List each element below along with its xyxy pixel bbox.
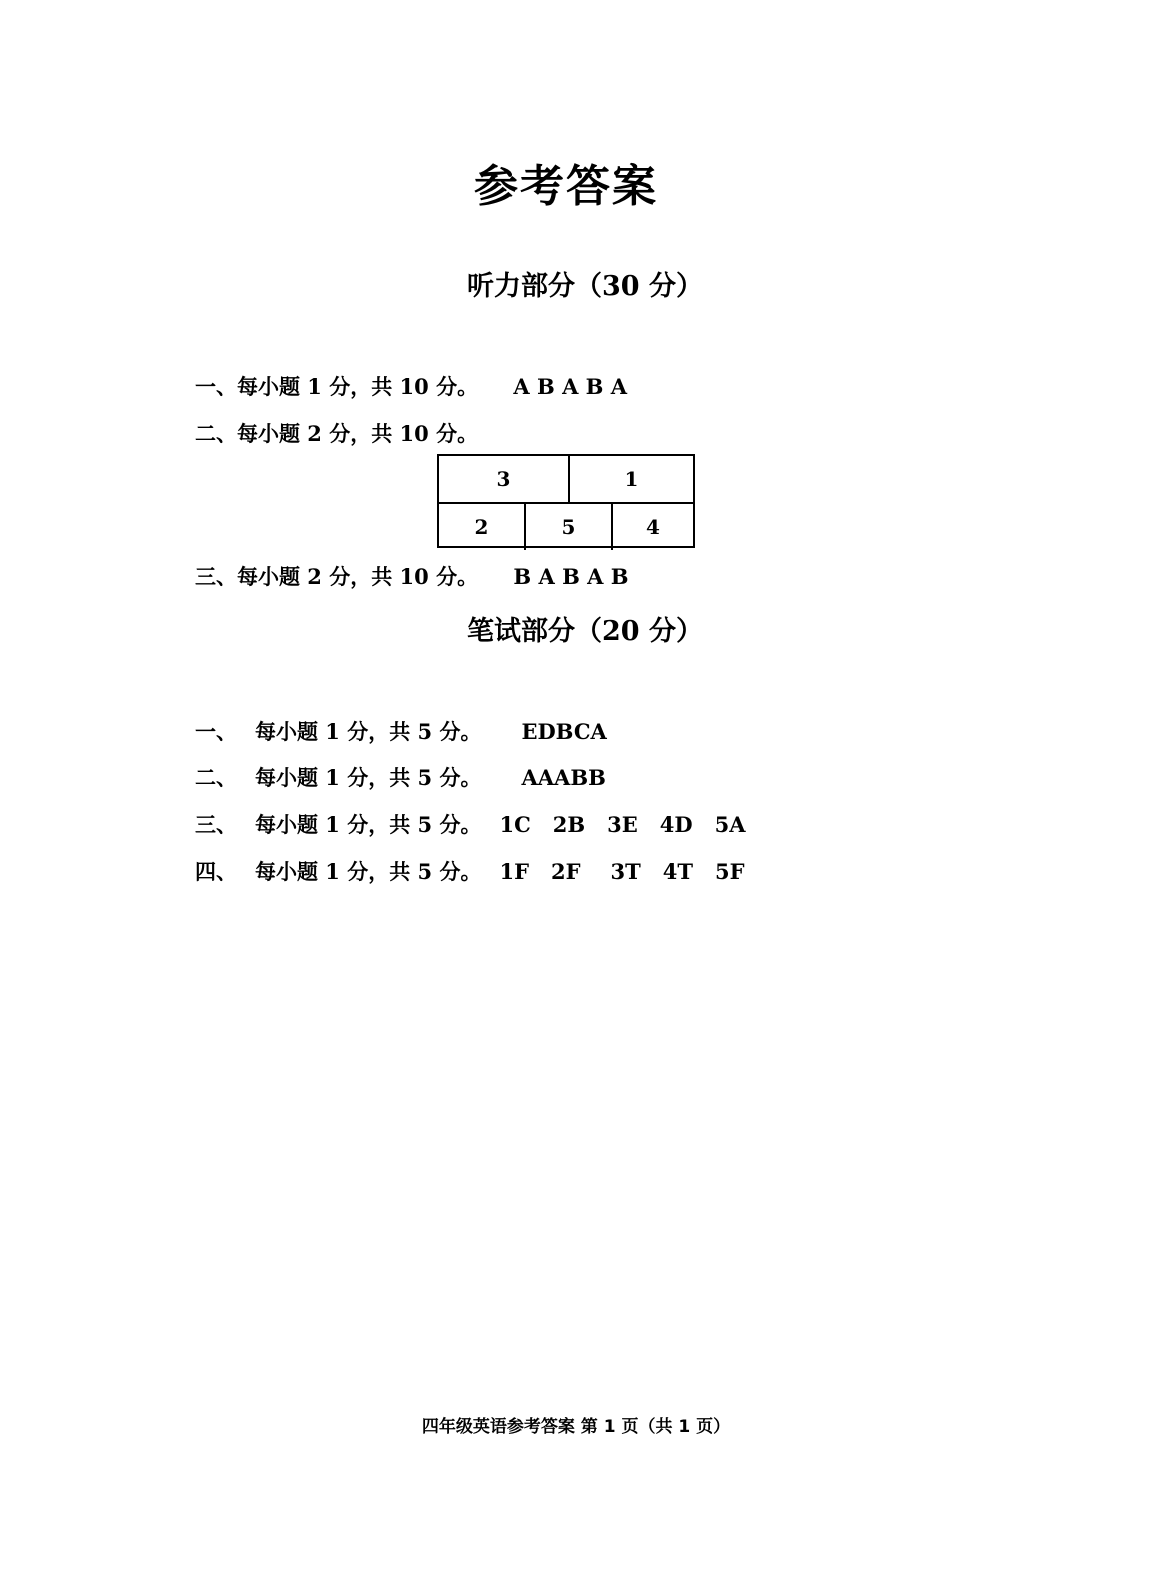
line-answer: 5A [714, 812, 746, 837]
writing-line-3 [195, 809, 746, 839]
table-cell: 3 [496, 467, 511, 491]
line-answer: 2F [551, 859, 581, 884]
answer-table [437, 454, 695, 548]
line-answer: B A B A B [513, 564, 629, 589]
line-label: 一、每小题 1 分，共 10 分。 [195, 374, 479, 399]
line-answer: 1F [499, 859, 529, 884]
line-label: 三、每小题 2 分，共 10 分。 [195, 564, 479, 589]
line-answer: 4D [659, 812, 693, 837]
line-number: 三、 [195, 812, 237, 837]
table-cell: 1 [568, 456, 693, 502]
listening-heading: 听力部分（30 分） [467, 271, 703, 302]
line-number: 一、 [195, 719, 237, 744]
line-label: 每小题 1 分，共 5 分。 [255, 765, 482, 790]
line-answer: 5F [715, 859, 745, 884]
line-answer: 4T [662, 859, 694, 884]
line-label: 每小题 1 分，共 5 分。 [255, 719, 482, 744]
page-title: 参考答案 [474, 161, 658, 212]
page-footer: 四年级英语参考答案 第 1 页（共 1 页） [421, 1417, 731, 1437]
table-row [439, 502, 693, 550]
listening-line-3 [195, 561, 629, 591]
line-label: 每小题 1 分，共 5 分。 [255, 812, 482, 837]
writing-line-1 [195, 716, 607, 746]
line-answer: 1C [499, 812, 531, 837]
line-answer: 3T [610, 859, 641, 884]
table-cell: 2 [474, 515, 489, 539]
line-label: 二、每小题 2 分，共 10 分。 [195, 421, 479, 446]
writing-heading: 笔试部分（20 分） [467, 616, 703, 647]
line-number: 二、 [195, 765, 237, 790]
writing-line-4 [195, 856, 745, 886]
listening-line-1 [195, 371, 627, 401]
listening-line-2 [195, 418, 478, 448]
line-answer: AAABB [521, 765, 606, 790]
table-row [439, 456, 693, 502]
writing-line-2 [195, 762, 606, 792]
line-number: 四、 [195, 859, 237, 884]
table-cell: 5 [524, 504, 611, 550]
table-cell: 4 [611, 504, 693, 550]
line-answer: EDBCA [521, 719, 607, 744]
line-label: 每小题 1 分，共 5 分。 [255, 859, 482, 884]
line-answer: 3E [607, 812, 638, 837]
line-answer: 2B [552, 812, 586, 837]
line-answer: A B A B A [513, 374, 628, 399]
